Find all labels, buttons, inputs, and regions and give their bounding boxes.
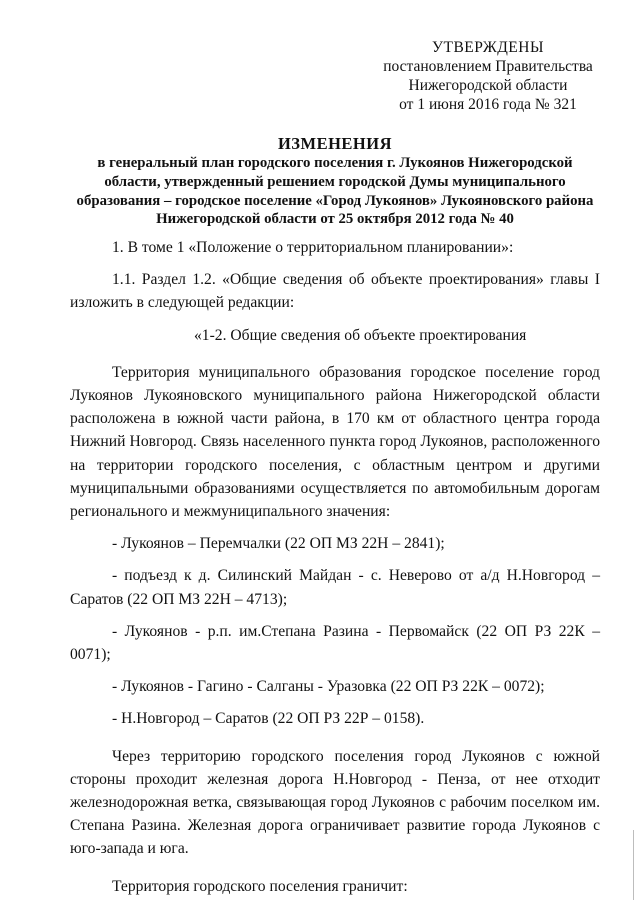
- approval-line: Нижегородской области: [408, 77, 568, 94]
- road-list-item: - Лукоянов – Перемчалки (22 ОП МЗ 22Н – 2841);: [112, 535, 445, 553]
- document-title-block: [70, 134, 600, 229]
- paragraph-railway: Через территорию городского поселения город Лукоянов с южной стороны проходит железная дорога Н.Новгород - Пенза, от нее отходит железнодорожная ветка, связывающая город Лукоянов с рабочим поселком им. Степана Разина. Железная дорога ограничивает развитие города Лукоянов с юго-запада и юга.: [70, 747, 600, 858]
- document-title: ИЗМЕНЕНИЯ: [277, 134, 393, 153]
- road-list-item: - Н.Новгород – Саратов (22 ОП РЗ 22Р – 0158).: [112, 710, 425, 728]
- road-list-item: - подъезд к д. Силинский Майдан - с. Неверово от а/д Н.Новгород – Саратов (22 ОП МЗ 22Н – 4713);: [70, 567, 600, 608]
- paragraph-borders: Территория городского поселения граничит:: [112, 877, 408, 895]
- approval-date-line: от 1 июня 2016 года № 321: [399, 96, 577, 113]
- document-body: [70, 236, 600, 898]
- scan-edge-mark: [633, 830, 634, 900]
- road-list-item: - Лукоянов - р.п. им.Степана Разина - Первомайск (22 ОП РЗ 22К – 0071);: [70, 622, 600, 664]
- approval-heading: УТВЕРЖДЕНЫ: [432, 39, 544, 56]
- paragraph-section: 1.1. Раздел 1.2. «Общие сведения об объекте проектирования» главы I изложить в следующей редакции:: [70, 271, 600, 312]
- approval-stamp-block: [370, 38, 606, 114]
- road-list-item: - Лукоянов - Гагино - Салганы - Уразовка (22 ОП РЗ 22К – 0072);: [112, 678, 545, 696]
- approval-line: постановлением Правительства: [383, 58, 593, 75]
- section-heading: «1-2. Общие сведения об объекте проектирования: [194, 326, 527, 344]
- paragraph-volume: 1. В томе 1 «Положение о территориальном планировании»:: [112, 239, 514, 256]
- document-subtitle: в генеральный план городского поселения г. Лукоянов Нижегородской области, утвержденный решением городской Думы муниципального образования – городское поселение «Город Лукоянов» Лукояновского района Нижегородской области от 25 октября 2012 года № 40: [76, 155, 594, 228]
- paragraph-territory: Территория муниципального образования городское поселение город Лукоянов Лукояновского муниципального района Нижегородской области расположена в южной части района, в 170 км от областного центра города Нижний Новгород. Связь населенного пункта город Лукоянов, расположенного на территории городского поселения, с областным центром и другими муниципальными образованиями осуществляется по автомобильным дорогам регионального и межмуниципального значения:: [70, 363, 600, 521]
